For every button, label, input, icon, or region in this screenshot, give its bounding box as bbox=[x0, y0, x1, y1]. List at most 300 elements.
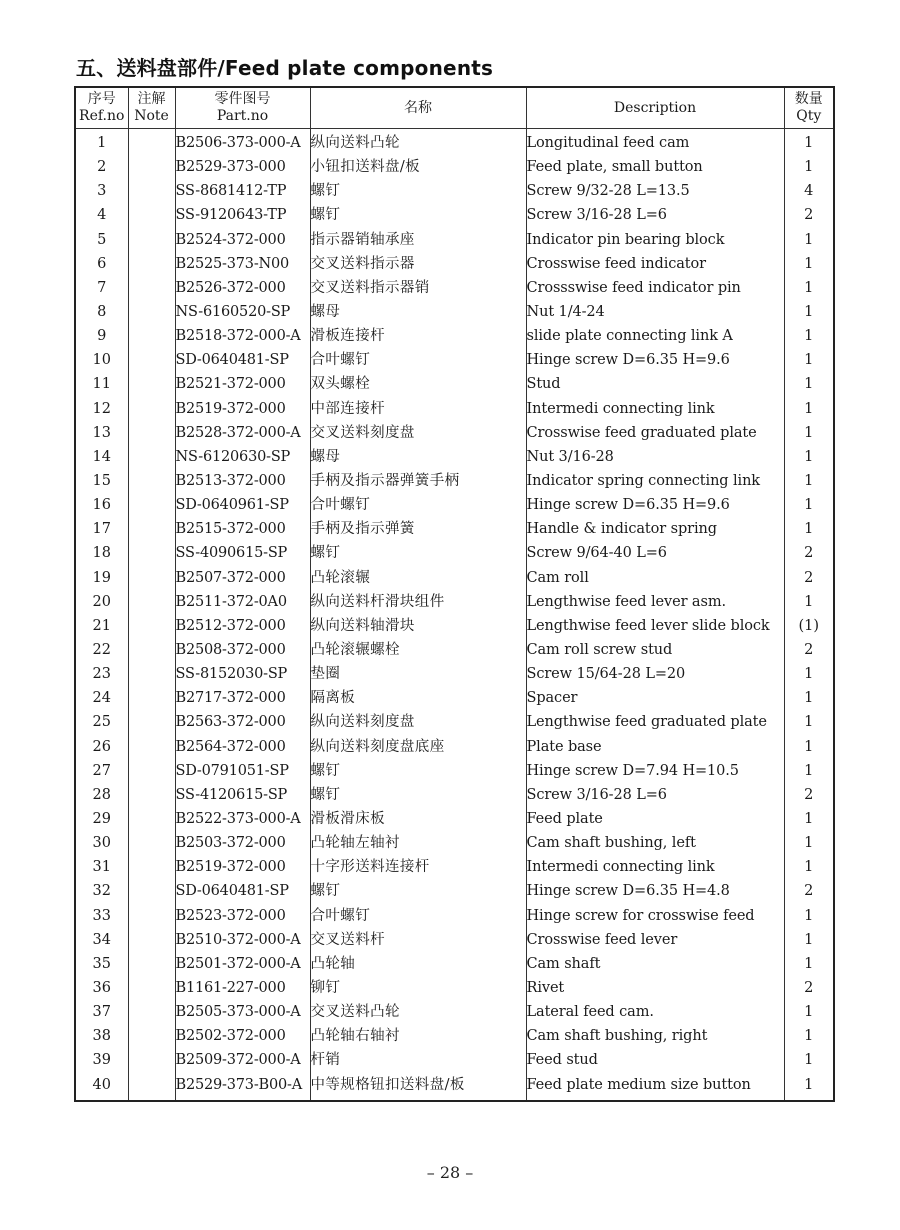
ref-cell: 27 bbox=[75, 759, 128, 783]
name-cell: 隔离板 bbox=[310, 686, 526, 710]
description-cell: Intermedi connecting link bbox=[526, 397, 784, 421]
table-body bbox=[75, 129, 834, 1101]
qty-cell: (1) bbox=[784, 614, 834, 638]
qty-cell: 1 bbox=[784, 807, 834, 831]
description-cell: Cam shaft bushing, left bbox=[526, 831, 784, 855]
ref-cell: 5 bbox=[75, 228, 128, 252]
note-cell bbox=[128, 855, 175, 879]
header-part bbox=[175, 87, 310, 129]
ref-cell: 22 bbox=[75, 638, 128, 662]
qty-cell: 1 bbox=[784, 1000, 834, 1024]
table-row bbox=[75, 129, 834, 156]
page-title: 五、送料盘部件/Feed plate components bbox=[76, 56, 494, 80]
name-cell: 螺钉 bbox=[310, 759, 526, 783]
table-row bbox=[75, 517, 834, 541]
table-row bbox=[75, 904, 834, 928]
qty-cell: 1 bbox=[784, 421, 834, 445]
ref-cell: 32 bbox=[75, 879, 128, 903]
ref-cell: 37 bbox=[75, 1000, 128, 1024]
part-number-cell: SD-0640481-SP bbox=[175, 348, 310, 372]
note-cell bbox=[128, 300, 175, 324]
part-number-cell: B2513-372-000 bbox=[175, 469, 310, 493]
ref-cell: 28 bbox=[75, 783, 128, 807]
qty-cell: 1 bbox=[784, 855, 834, 879]
description-cell: Crosswise feed indicator bbox=[526, 252, 784, 276]
name-cell: 纵向送料刻度盘底座 bbox=[310, 735, 526, 759]
ref-cell: 38 bbox=[75, 1024, 128, 1048]
qty-cell: 2 bbox=[784, 638, 834, 662]
note-cell bbox=[128, 421, 175, 445]
ref-cell: 12 bbox=[75, 397, 128, 421]
part-number-cell: SS-9120643-TP bbox=[175, 203, 310, 227]
qty-cell: 1 bbox=[784, 324, 834, 348]
header-description bbox=[526, 87, 784, 129]
table-row bbox=[75, 348, 834, 372]
note-cell bbox=[128, 469, 175, 493]
qty-cell: 1 bbox=[784, 662, 834, 686]
description-cell: Screw 15/64-28 L=20 bbox=[526, 662, 784, 686]
part-number-cell: B2522-373-000-A bbox=[175, 807, 310, 831]
description-cell: Crosswise feed graduated plate bbox=[526, 421, 784, 445]
ref-cell: 20 bbox=[75, 590, 128, 614]
part-number-cell: B2509-372-000-A bbox=[175, 1048, 310, 1072]
header-ref-zh: 序号 bbox=[87, 91, 116, 107]
qty-cell: 1 bbox=[784, 155, 834, 179]
name-cell: 螺钉 bbox=[310, 879, 526, 903]
header-qty-zh: 数量 bbox=[794, 91, 823, 107]
name-cell: 合叶螺钉 bbox=[310, 348, 526, 372]
part-number-cell: B2524-372-000 bbox=[175, 228, 310, 252]
name-cell: 交叉送料杆 bbox=[310, 928, 526, 952]
table-row bbox=[75, 1072, 834, 1100]
note-cell bbox=[128, 517, 175, 541]
table-row bbox=[75, 566, 834, 590]
name-cell: 小钮扣送料盘/板 bbox=[310, 155, 526, 179]
table-row bbox=[75, 541, 834, 565]
name-cell: 滑板滑床板 bbox=[310, 807, 526, 831]
part-number-cell: B2510-372-000-A bbox=[175, 928, 310, 952]
part-number-cell: SS-8681412-TP bbox=[175, 179, 310, 203]
note-cell bbox=[128, 203, 175, 227]
qty-cell: 1 bbox=[784, 928, 834, 952]
table-row bbox=[75, 203, 834, 227]
table-row bbox=[75, 952, 834, 976]
note-cell bbox=[128, 710, 175, 734]
ref-cell: 23 bbox=[75, 662, 128, 686]
description-cell: Feed plate medium size button bbox=[526, 1072, 784, 1100]
name-cell: 交叉送料凸轮 bbox=[310, 1000, 526, 1024]
qty-cell: 1 bbox=[784, 300, 834, 324]
note-cell bbox=[128, 735, 175, 759]
table-row bbox=[75, 445, 834, 469]
note-cell bbox=[128, 566, 175, 590]
description-cell: Hinge screw D=6.35 H=4.8 bbox=[526, 879, 784, 903]
ref-cell: 8 bbox=[75, 300, 128, 324]
ref-cell: 24 bbox=[75, 686, 128, 710]
name-cell: 铆钉 bbox=[310, 976, 526, 1000]
table-row bbox=[75, 252, 834, 276]
table-row bbox=[75, 179, 834, 203]
note-cell bbox=[128, 928, 175, 952]
qty-cell: 1 bbox=[784, 348, 834, 372]
part-number-cell: B2502-372-000 bbox=[175, 1024, 310, 1048]
part-number-cell: SS-4120615-SP bbox=[175, 783, 310, 807]
description-cell: Lengthwise feed lever asm. bbox=[526, 590, 784, 614]
part-number-cell: B2506-373-000-A bbox=[175, 129, 310, 156]
ref-cell: 29 bbox=[75, 807, 128, 831]
table-row bbox=[75, 276, 834, 300]
ref-cell: 36 bbox=[75, 976, 128, 1000]
table-row bbox=[75, 638, 834, 662]
ref-cell: 6 bbox=[75, 252, 128, 276]
description-cell: Cam roll bbox=[526, 566, 784, 590]
note-cell bbox=[128, 1000, 175, 1024]
ref-cell: 31 bbox=[75, 855, 128, 879]
table-row bbox=[75, 783, 834, 807]
description-cell: Lengthwise feed graduated plate bbox=[526, 710, 784, 734]
part-number-cell: B2519-372-000 bbox=[175, 855, 310, 879]
description-cell: Feed plate bbox=[526, 807, 784, 831]
description-cell: Indicator pin bearing block bbox=[526, 228, 784, 252]
qty-cell: 1 bbox=[784, 710, 834, 734]
part-number-cell: SD-0640481-SP bbox=[175, 879, 310, 903]
ref-cell: 3 bbox=[75, 179, 128, 203]
header-part-en: Part.no bbox=[216, 108, 269, 124]
description-cell: Intermedi connecting link bbox=[526, 855, 784, 879]
note-cell bbox=[128, 807, 175, 831]
description-cell: Cam shaft bbox=[526, 952, 784, 976]
header-note-en: Note bbox=[134, 108, 169, 124]
qty-cell: 1 bbox=[784, 445, 834, 469]
part-number-cell: B2529-373-000 bbox=[175, 155, 310, 179]
table-row bbox=[75, 372, 834, 396]
name-cell: 杆销 bbox=[310, 1048, 526, 1072]
table-row bbox=[75, 807, 834, 831]
name-cell: 螺母 bbox=[310, 445, 526, 469]
ref-cell: 25 bbox=[75, 710, 128, 734]
part-number-cell: NS-6160520-SP bbox=[175, 300, 310, 324]
table-row bbox=[75, 614, 834, 638]
qty-cell: 2 bbox=[784, 783, 834, 807]
qty-cell: 1 bbox=[784, 952, 834, 976]
table-row bbox=[75, 855, 834, 879]
part-number-cell: B2525-373-N00 bbox=[175, 252, 310, 276]
note-cell bbox=[128, 976, 175, 1000]
name-cell: 中部连接杆 bbox=[310, 397, 526, 421]
table-row bbox=[75, 1024, 834, 1048]
table-row bbox=[75, 710, 834, 734]
name-cell: 凸轮滚辗螺栓 bbox=[310, 638, 526, 662]
ref-cell: 2 bbox=[75, 155, 128, 179]
name-cell: 双头螺栓 bbox=[310, 372, 526, 396]
table-row bbox=[75, 686, 834, 710]
name-cell: 纵向送料轴滑块 bbox=[310, 614, 526, 638]
note-cell bbox=[128, 1048, 175, 1072]
name-cell: 中等规格钮扣送料盘/板 bbox=[310, 1072, 526, 1100]
part-number-cell: B2528-372-000-A bbox=[175, 421, 310, 445]
qty-cell: 1 bbox=[784, 276, 834, 300]
qty-cell: 1 bbox=[784, 493, 834, 517]
description-cell: Nut 3/16-28 bbox=[526, 445, 784, 469]
header-desc-en: Description bbox=[613, 99, 697, 116]
ref-cell: 7 bbox=[75, 276, 128, 300]
name-cell: 十字形送料连接杆 bbox=[310, 855, 526, 879]
description-cell: Spacer bbox=[526, 686, 784, 710]
name-cell: 纵向送料杆滑块组件 bbox=[310, 590, 526, 614]
header-name bbox=[310, 87, 526, 129]
part-number-cell: B2521-372-000 bbox=[175, 372, 310, 396]
part-number-cell: B2563-372-000 bbox=[175, 710, 310, 734]
name-cell: 纵向送料凸轮 bbox=[310, 129, 526, 156]
qty-cell: 1 bbox=[784, 228, 834, 252]
description-cell: Lengthwise feed lever slide block bbox=[526, 614, 784, 638]
name-cell: 螺母 bbox=[310, 300, 526, 324]
part-number-cell: B2507-372-000 bbox=[175, 566, 310, 590]
part-number-cell: SS-8152030-SP bbox=[175, 662, 310, 686]
description-cell: Crosswise feed lever bbox=[526, 928, 784, 952]
note-cell bbox=[128, 638, 175, 662]
ref-cell: 33 bbox=[75, 904, 128, 928]
note-cell bbox=[128, 686, 175, 710]
ref-cell: 18 bbox=[75, 541, 128, 565]
note-cell bbox=[128, 590, 175, 614]
qty-cell: 1 bbox=[784, 469, 834, 493]
name-cell: 合叶螺钉 bbox=[310, 493, 526, 517]
qty-cell: 1 bbox=[784, 1072, 834, 1100]
note-cell bbox=[128, 831, 175, 855]
description-cell: Crossswise feed indicator pin bbox=[526, 276, 784, 300]
qty-cell: 1 bbox=[784, 1024, 834, 1048]
table-row bbox=[75, 469, 834, 493]
header-qty bbox=[784, 87, 834, 129]
header-qty-en: Qty bbox=[796, 108, 822, 124]
note-cell bbox=[128, 541, 175, 565]
ref-cell: 21 bbox=[75, 614, 128, 638]
name-cell: 交叉送料指示器 bbox=[310, 252, 526, 276]
parts-table bbox=[74, 86, 835, 1102]
header-note bbox=[128, 87, 175, 129]
ref-cell: 13 bbox=[75, 421, 128, 445]
table-row bbox=[75, 928, 834, 952]
table-header bbox=[75, 87, 834, 129]
ref-cell: 17 bbox=[75, 517, 128, 541]
table-row bbox=[75, 397, 834, 421]
part-number-cell: B2511-372-0A0 bbox=[175, 590, 310, 614]
note-cell bbox=[128, 759, 175, 783]
table-row bbox=[75, 300, 834, 324]
name-cell: 螺钉 bbox=[310, 179, 526, 203]
qty-cell: 1 bbox=[784, 372, 834, 396]
note-cell bbox=[128, 129, 175, 156]
qty-cell: 1 bbox=[784, 831, 834, 855]
note-cell bbox=[128, 879, 175, 903]
note-cell bbox=[128, 1024, 175, 1048]
description-cell: Cam shaft bushing, right bbox=[526, 1024, 784, 1048]
note-cell bbox=[128, 445, 175, 469]
part-number-cell: B2519-372-000 bbox=[175, 397, 310, 421]
note-cell bbox=[128, 252, 175, 276]
description-cell: Screw 9/64-40 L=6 bbox=[526, 541, 784, 565]
note-cell bbox=[128, 614, 175, 638]
table-row bbox=[75, 155, 834, 179]
note-cell bbox=[128, 155, 175, 179]
table-row bbox=[75, 735, 834, 759]
part-number-cell: B2526-372-000 bbox=[175, 276, 310, 300]
ref-cell: 1 bbox=[75, 129, 128, 156]
header-note-zh: 注解 bbox=[137, 91, 166, 107]
ref-cell: 19 bbox=[75, 566, 128, 590]
qty-cell: 4 bbox=[784, 179, 834, 203]
ref-cell: 10 bbox=[75, 348, 128, 372]
qty-cell: 2 bbox=[784, 976, 834, 1000]
name-cell: 纵向送料刻度盘 bbox=[310, 710, 526, 734]
qty-cell: 1 bbox=[784, 590, 834, 614]
note-cell bbox=[128, 493, 175, 517]
qty-cell: 1 bbox=[784, 904, 834, 928]
note-cell bbox=[128, 1072, 175, 1100]
header-ref-en: Ref.no bbox=[79, 108, 125, 124]
description-cell: Cam roll screw stud bbox=[526, 638, 784, 662]
table-row bbox=[75, 590, 834, 614]
description-cell: Screw 3/16-28 L=6 bbox=[526, 203, 784, 227]
part-number-cell: B2508-372-000 bbox=[175, 638, 310, 662]
name-cell: 螺钉 bbox=[310, 203, 526, 227]
description-cell: Screw 9/32-28 L=13.5 bbox=[526, 179, 784, 203]
description-cell: Indicator spring connecting link bbox=[526, 469, 784, 493]
note-cell bbox=[128, 228, 175, 252]
part-number-cell: B2505-373-000-A bbox=[175, 1000, 310, 1024]
name-cell: 合叶螺钉 bbox=[310, 904, 526, 928]
table-row bbox=[75, 831, 834, 855]
table-row bbox=[75, 228, 834, 252]
description-cell: Hinge screw D=7.94 H=10.5 bbox=[526, 759, 784, 783]
description-cell: slide plate connecting link A bbox=[526, 324, 784, 348]
description-cell: Plate base bbox=[526, 735, 784, 759]
note-cell bbox=[128, 397, 175, 421]
description-cell: Nut 1/4-24 bbox=[526, 300, 784, 324]
name-cell: 凸轮轴左轴衬 bbox=[310, 831, 526, 855]
part-number-cell: B2512-372-000 bbox=[175, 614, 310, 638]
note-cell bbox=[128, 904, 175, 928]
note-cell bbox=[128, 276, 175, 300]
ref-cell: 11 bbox=[75, 372, 128, 396]
part-number-cell: SS-4090615-SP bbox=[175, 541, 310, 565]
description-cell: Feed plate, small button bbox=[526, 155, 784, 179]
part-number-cell: B2501-372-000-A bbox=[175, 952, 310, 976]
description-cell: Screw 3/16-28 L=6 bbox=[526, 783, 784, 807]
name-cell: 滑板连接杆 bbox=[310, 324, 526, 348]
part-number-cell: SD-0640961-SP bbox=[175, 493, 310, 517]
description-cell: Hinge screw D=6.35 H=9.6 bbox=[526, 493, 784, 517]
part-number-cell: B2529-373-B00-A bbox=[175, 1072, 310, 1100]
page-number: – 28 – bbox=[426, 1163, 474, 1182]
qty-cell: 1 bbox=[784, 1048, 834, 1072]
note-cell bbox=[128, 952, 175, 976]
qty-cell: 1 bbox=[784, 252, 834, 276]
note-cell bbox=[128, 179, 175, 203]
name-cell: 凸轮轴 bbox=[310, 952, 526, 976]
name-cell: 垫圈 bbox=[310, 662, 526, 686]
table-row bbox=[75, 879, 834, 903]
note-cell bbox=[128, 324, 175, 348]
part-number-cell: B1161-227-000 bbox=[175, 976, 310, 1000]
description-cell: Rivet bbox=[526, 976, 784, 1000]
description-cell: Handle & indicator spring bbox=[526, 517, 784, 541]
name-cell: 螺钉 bbox=[310, 541, 526, 565]
table-row bbox=[75, 324, 834, 348]
description-cell: Stud bbox=[526, 372, 784, 396]
note-cell bbox=[128, 372, 175, 396]
name-cell: 交叉送料指示器销 bbox=[310, 276, 526, 300]
header-part-zh: 零件图号 bbox=[214, 91, 271, 107]
ref-cell: 9 bbox=[75, 324, 128, 348]
table-row bbox=[75, 662, 834, 686]
ref-cell: 40 bbox=[75, 1072, 128, 1100]
part-number-cell: B2518-372-000-A bbox=[175, 324, 310, 348]
description-cell: Hinge screw for crosswise feed bbox=[526, 904, 784, 928]
description-cell: Longitudinal feed cam bbox=[526, 129, 784, 156]
name-cell: 凸轮滚辗 bbox=[310, 566, 526, 590]
ref-cell: 30 bbox=[75, 831, 128, 855]
header-name-zh: 名称 bbox=[404, 99, 432, 116]
name-cell: 指示器销轴承座 bbox=[310, 228, 526, 252]
ref-cell: 15 bbox=[75, 469, 128, 493]
qty-cell: 1 bbox=[784, 759, 834, 783]
ref-cell: 34 bbox=[75, 928, 128, 952]
part-number-cell: B2717-372-000 bbox=[175, 686, 310, 710]
qty-cell: 2 bbox=[784, 203, 834, 227]
qty-cell: 1 bbox=[784, 517, 834, 541]
name-cell: 手柄及指示器弹簧手柄 bbox=[310, 469, 526, 493]
table-row bbox=[75, 976, 834, 1000]
part-number-cell: B2523-372-000 bbox=[175, 904, 310, 928]
table-row bbox=[75, 421, 834, 445]
table-row bbox=[75, 759, 834, 783]
description-cell: Feed stud bbox=[526, 1048, 784, 1072]
ref-cell: 14 bbox=[75, 445, 128, 469]
part-number-cell: NS-6120630-SP bbox=[175, 445, 310, 469]
table-row bbox=[75, 493, 834, 517]
table-row bbox=[75, 1000, 834, 1024]
note-cell bbox=[128, 662, 175, 686]
ref-cell: 39 bbox=[75, 1048, 128, 1072]
name-cell: 凸轮轴右轴衬 bbox=[310, 1024, 526, 1048]
name-cell: 交叉送料刻度盘 bbox=[310, 421, 526, 445]
table-row bbox=[75, 1048, 834, 1072]
ref-cell: 4 bbox=[75, 203, 128, 227]
name-cell: 螺钉 bbox=[310, 783, 526, 807]
ref-cell: 35 bbox=[75, 952, 128, 976]
part-number-cell: B2515-372-000 bbox=[175, 517, 310, 541]
part-number-cell: B2564-372-000 bbox=[175, 735, 310, 759]
qty-cell: 1 bbox=[784, 735, 834, 759]
note-cell bbox=[128, 783, 175, 807]
part-number-cell: SD-0791051-SP bbox=[175, 759, 310, 783]
qty-cell: 1 bbox=[784, 686, 834, 710]
ref-cell: 26 bbox=[75, 735, 128, 759]
name-cell: 手柄及指示弹簧 bbox=[310, 517, 526, 541]
qty-cell: 2 bbox=[784, 879, 834, 903]
header-ref bbox=[75, 87, 128, 129]
note-cell bbox=[128, 348, 175, 372]
qty-cell: 2 bbox=[784, 541, 834, 565]
qty-cell: 2 bbox=[784, 566, 834, 590]
qty-cell: 1 bbox=[784, 397, 834, 421]
description-cell: Lateral feed cam. bbox=[526, 1000, 784, 1024]
qty-cell: 1 bbox=[784, 129, 834, 156]
description-cell: Hinge screw D=6.35 H=9.6 bbox=[526, 348, 784, 372]
ref-cell: 16 bbox=[75, 493, 128, 517]
